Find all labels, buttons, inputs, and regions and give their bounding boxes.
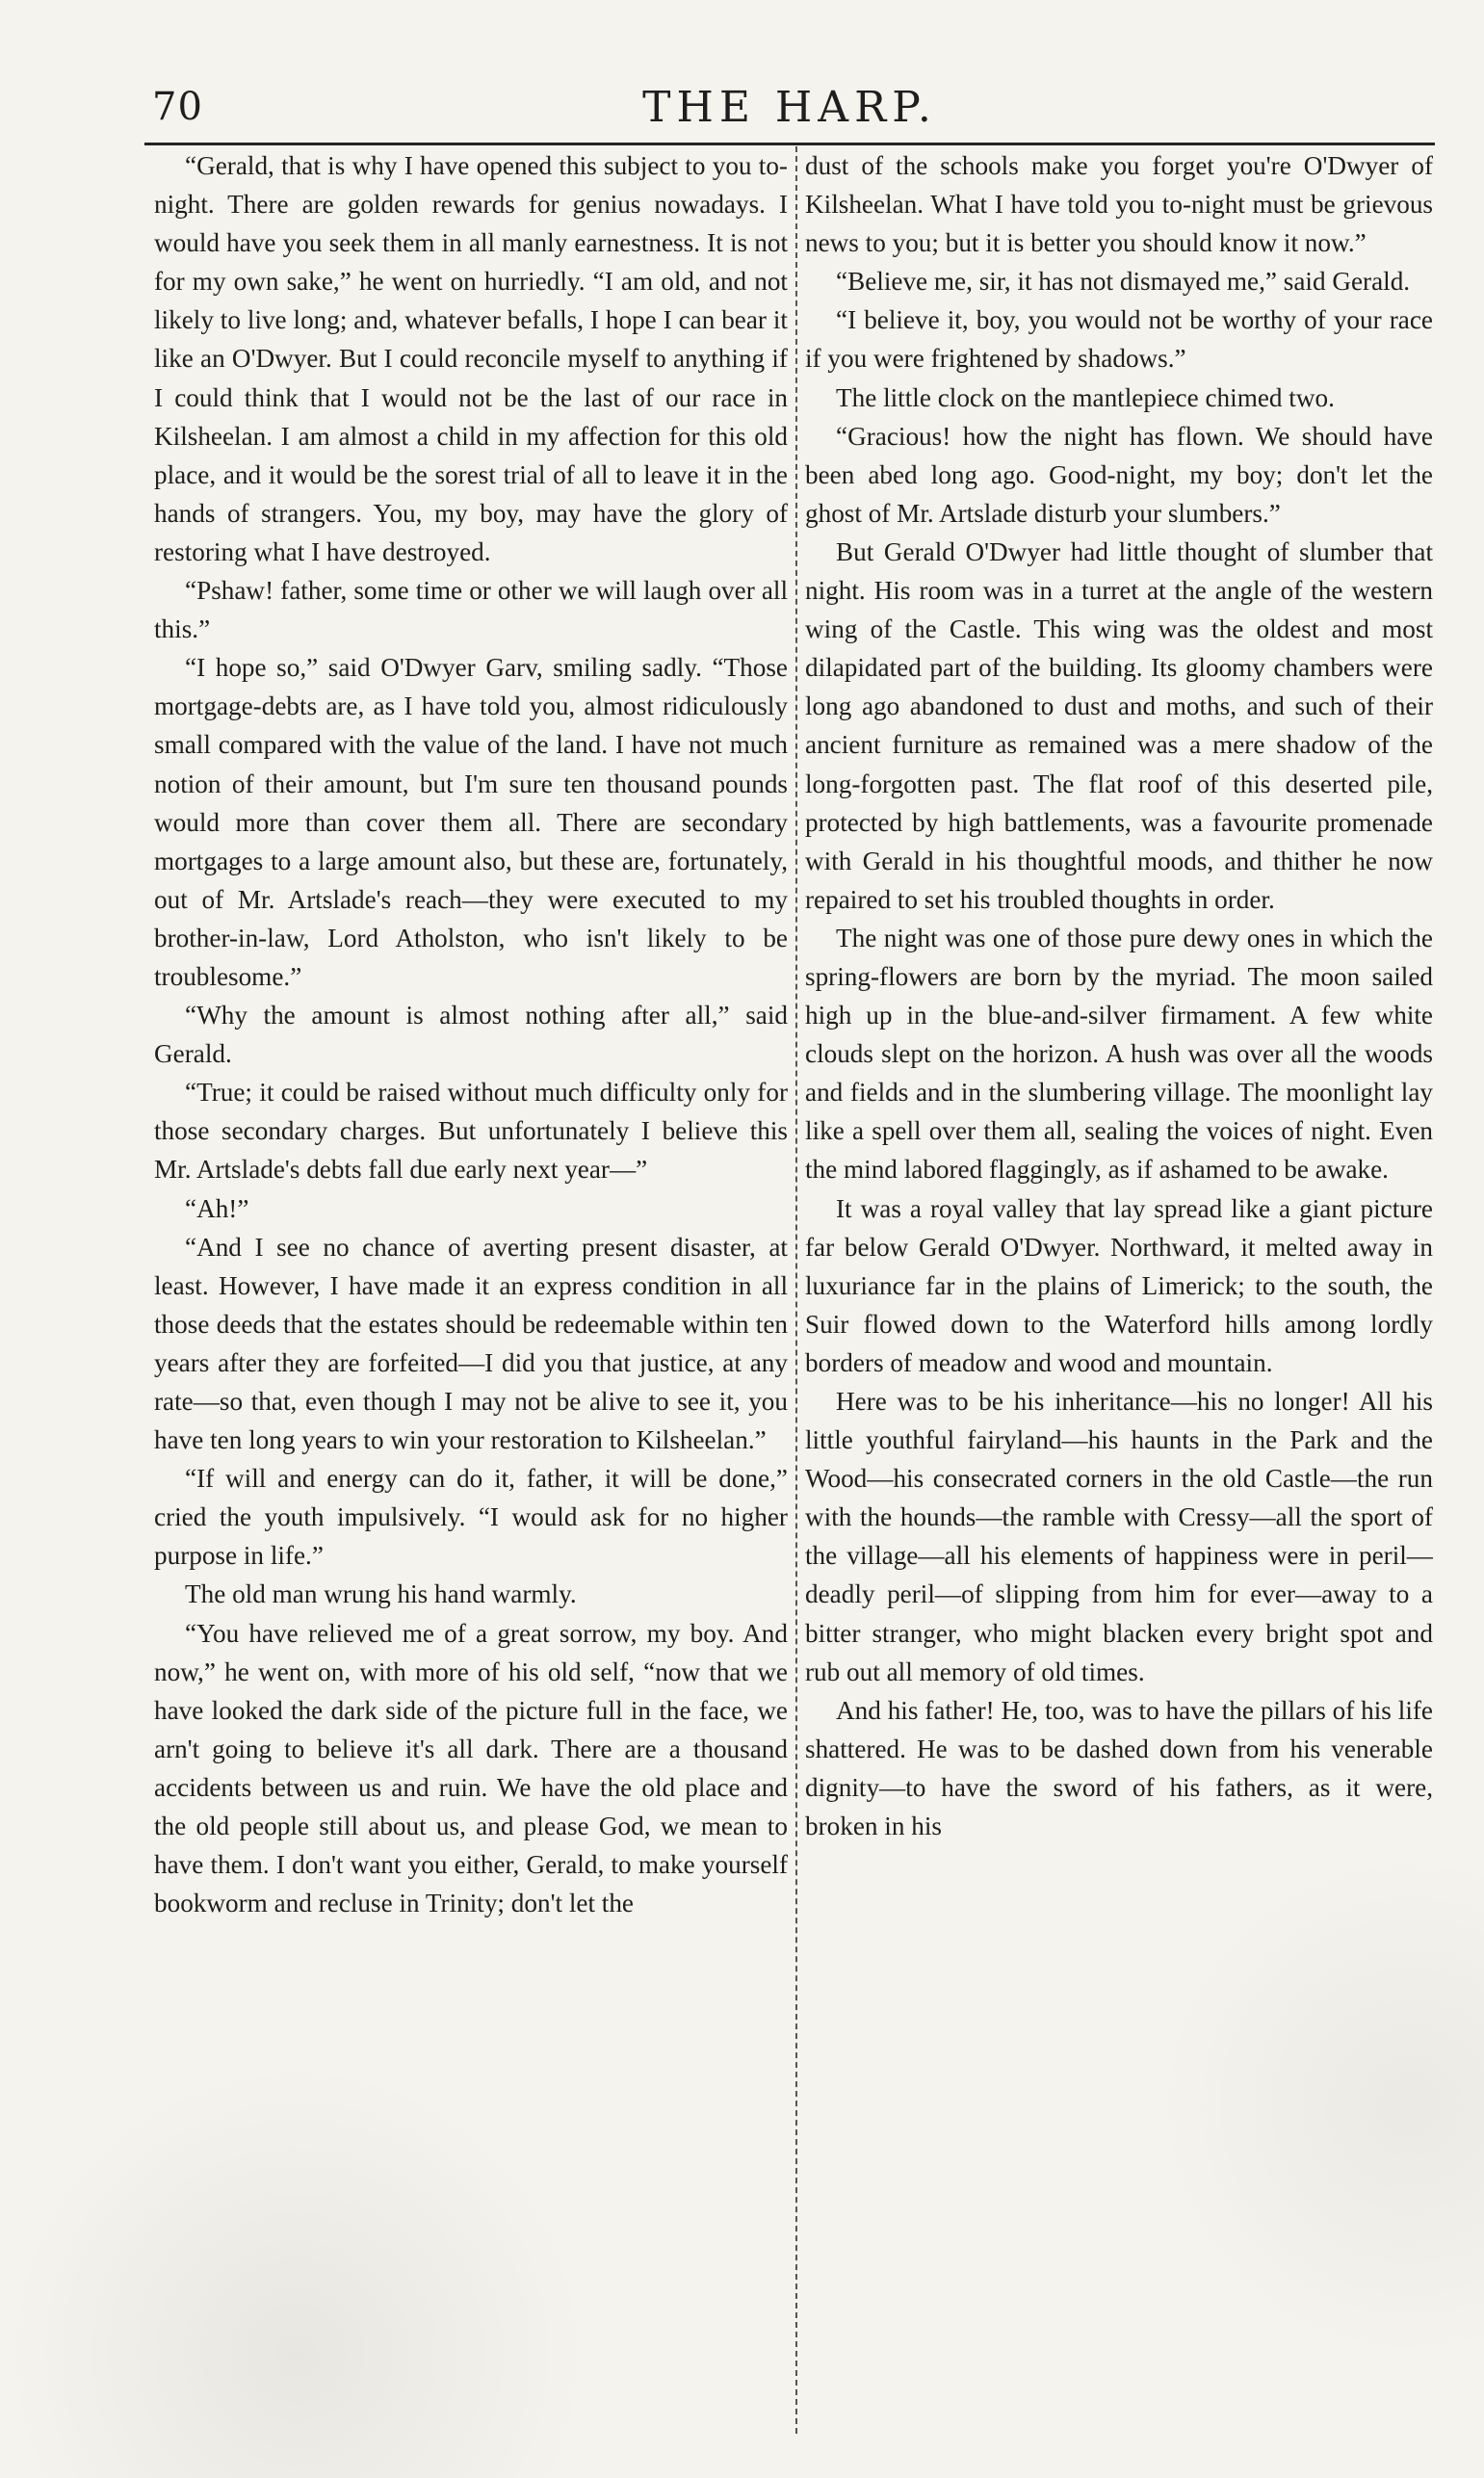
paragraph: “I believe it, boy, you would not be worthy of your race if you were frightened by shadows.” xyxy=(805,305,1433,374)
paragraph: The little clock on the mantlepiece chimed two. xyxy=(836,382,1335,412)
paragraph: “If will and energy can do it, father, it will be done,” cried the youth impulsively. “I would ask for no higher purpose in life.” xyxy=(154,1464,788,1571)
paragraph: “Believe me, sir, it has not dismayed me,” said Gerald. xyxy=(836,267,1411,297)
paragraph: “True; it could be raised without much difficulty only for those secondary charges. But unfortunately I believe this Mr. Artslade's debts fall due early next year—” xyxy=(154,1078,788,1185)
paragraph: “Pshaw! father, some time or other we will laugh over all this.” xyxy=(154,576,788,644)
right-column xyxy=(805,146,1433,2439)
column-divider xyxy=(795,146,797,2434)
paragraph: “Gracious! how the night has flown. We should have been abed long ago. Good-night, my boy; don't let the ghost of Mr. Artslade disturb your slumbers.” xyxy=(805,421,1433,528)
paragraph: “You have relieved me of a great sorrow, my boy. And now,” he went on, with more of his old self, “now that we have looked the dark side of the picture full in the face, we arn't going to believe it's all dark. There are a thousand accidents between us and ruin. We have the old place and the old people still about us, and please God, we mean to have them. I don't want you either, Gerald, to make yourself bookworm and recluse in Trinity; don't let the xyxy=(154,1618,788,1918)
paragraph: “Why the amount is almost nothing after all,” said Gerald. xyxy=(154,1001,788,1069)
paragraph: “I hope so,” said O'Dwyer Garv, smiling sadly. “Those mortgage-debts are, as I have told you, almost ridiculously small compared with the value of the land. I have not much notion of their amount, but I'm sure ten thousand pounds would more than cover them all. There are secondary mortgages to a large amount also, but these are, fortunately, out of Mr. Artslade's reach—they were executed to my brother-in-law, Lord Atholston, who isn't likely to be troublesome.” xyxy=(154,653,788,991)
paragraph: And his father! He, too, was to have the pillars of his life shattered. He was to be dashed down from his venerable dignity—to have the sword of his fathers, as it were, broken in his xyxy=(805,1695,1433,1841)
paragraph: “And I see no chance of averting present disaster, at least. However, I have made it an express condition in all those deeds that the estates should be redeemable within ten years after they are forfeited—I did you that justice, at any rate—so that, even though I may not be alive to see it, you have ten long years to win your restoration to Kilsheelan.” xyxy=(154,1232,788,1455)
left-column xyxy=(154,146,788,2439)
paragraph: dust of the schools make you forget you're O'Dwyer of Kilsheelan. What I have told you to-night must be grievous news to you; but it is better you should know it now.” xyxy=(805,151,1433,258)
page-header xyxy=(144,79,1435,146)
page-number: 70 xyxy=(152,85,203,129)
running-title: THE HARP. xyxy=(642,83,937,132)
paragraph: “Gerald, that is why I have opened this subject to you to-night. There are golden rewards for genius nowadays. I would have you seek them in all manly earnestness. It is not for my own sake,” he went on hurriedly. “I am old, and not likely to live long; and, whatever befalls, I hope I can bear it like an O'Dwyer. But I could reconcile myself to anything if I could think that I would not be the last of our race in Kilsheelan. I am almost a child in my affection for this old place, and it would be the sorest trial of all to leave it in the hands of strangers. You, my boy, may have the glory of restoring what I have destroyed. xyxy=(154,151,788,566)
header-rule xyxy=(144,143,1435,145)
paragraph: The old man wrung his hand warmly. xyxy=(185,1579,577,1609)
paragraph: It was a royal valley that lay spread like a giant picture far below Gerald O'Dwyer. Northward, it melted away in luxuriance far in the plains of Limerick; to the south, the Suir flowed down to the Waterford hills among lordly borders of meadow and wood and mountain. xyxy=(805,1193,1433,1377)
paragraph: “Ah!” xyxy=(185,1193,249,1223)
paragraph: But Gerald O'Dwyer had little thought of slumber that night. His room was in a turret at the angle of the western wing of the Castle. This wing was the oldest and most dilapidated part of the building. Its gloomy chambers were long ago abandoned to dust and moths, and such of their ancient furniture as remained was a mere shadow of the long-forgotten past. The flat roof of this deserted pile, protected by high battlements, was a favourite promenade with Gerald in his thoughtful moods, and thither he now repaired to set his troubled thoughts in order. xyxy=(805,536,1433,914)
paragraph: Here was to be his inheritance—his no longer! All his little youthful fairyland—his haunts in the Park and the Wood—his consecrated corners in the old Castle—the run with the hounds—the ramble with Cressy—all the sport of the village—all his elements of happiness were in peril—deadly peril—of slipping from him for ever—away to a bitter stranger, who might blacken every bright spot and rub out all memory of old times. xyxy=(805,1387,1433,1686)
paragraph: The night was one of those pure dewy ones in which the spring-flowers are born by the myriad. The moon sailed high up in the blue-and-silver firmament. A few white clouds slept on the horizon. A hush was over all the woods and fields and in the slumbering village. The moonlight lay like a spell over them all, sealing the voices of night. Even the mind labored flaggingly, as if ashamed to be awake. xyxy=(805,923,1433,1185)
